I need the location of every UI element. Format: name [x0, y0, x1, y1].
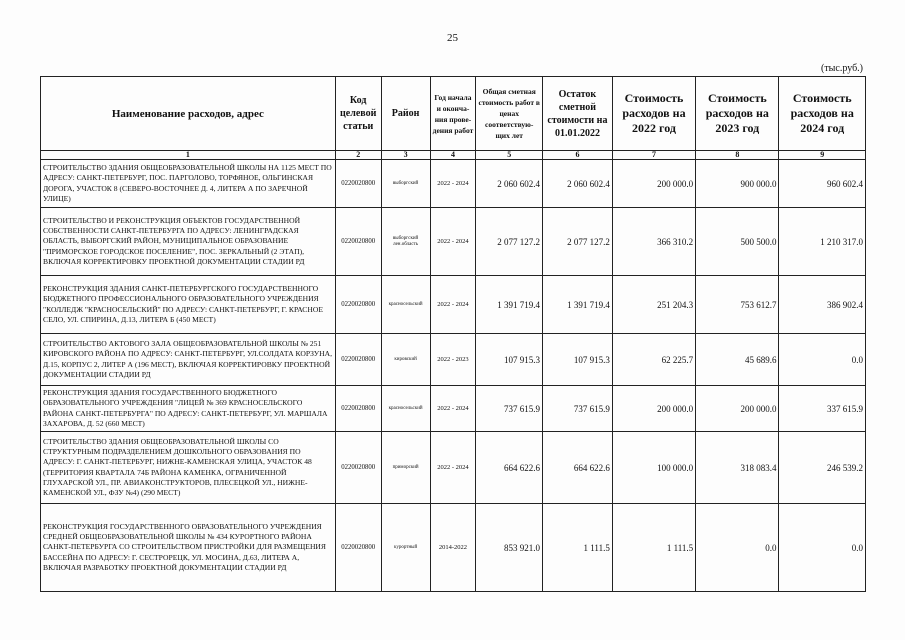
work-years: 2022 - 2024: [430, 386, 476, 432]
total-cost: 2 077 127.2: [476, 208, 543, 276]
cost-2024: 960 602.4: [779, 160, 866, 208]
table-row: [41, 160, 866, 208]
column-number: 1: [41, 151, 336, 160]
cost-2024: 386 902.4: [779, 276, 866, 334]
cost-2023: 900 000.0: [696, 160, 779, 208]
column-number: 2: [335, 151, 381, 160]
header-name: Наименование расходов, адрес: [41, 77, 336, 151]
total-cost: 737 615.9: [476, 386, 543, 432]
expense-name: СТРОИТЕЛЬСТВО АКТОВОГО ЗАЛА ОБЩЕОБРАЗОВАТЕЛЬНОЙ ШКОЛЫ № 251 КИРОВСКОГО РАЙОНА ПО АДРЕСУ: САНКТ-ПЕТЕРБУРГ, УЛ.СОЛДАТА КОРЗУНА, Д.15, КОРПУС 2, ЛИТЕР А (196 МЕСТ), ВКЛЮЧАЯ КОРРЕКТИРОВКУ ПРОЕКТНОЙ ДОКУМЕНТАЦИИ СТАДИИ РД: [41, 334, 336, 386]
total-cost: 664 622.6: [476, 432, 543, 504]
work-years: 2022 - 2024: [430, 160, 476, 208]
header-district: Район: [381, 77, 430, 151]
table-row: [41, 386, 866, 432]
cost-2024: 337 615.9: [779, 386, 866, 432]
expense-name: РЕКОНСТРУКЦИЯ ЗДАНИЯ ГОСУДАРСТВЕННОГО БЮДЖЕТНОГО ОБРАЗОВАТЕЛЬНОГО УЧРЕЖДЕНИЯ "ЛИЦЕЙ № 369 КРАСНОСЕЛЬСКОГО РАЙОНА САНКТ-ПЕТЕРБУРГА" ПО АДРЕСУ: САНКТ-ПЕТЕРБУРГ, УЛ. МАРШАЛА ЗАХАРОВА, Д. 52 (660 МЕСТ): [41, 386, 336, 432]
total-cost: 853 921.0: [476, 504, 543, 592]
table-row: [41, 432, 866, 504]
district: курортный: [381, 504, 430, 592]
remaining-cost: 1 111.5: [543, 504, 613, 592]
header-total: Общая сметная стоимость работ в ценах соответствую- щих лет: [476, 77, 543, 151]
cost-2022: 1 111.5: [612, 504, 695, 592]
header-cost-2024: Стоимость расходов на 2024 год: [779, 77, 866, 151]
work-years: 2022 - 2023: [430, 334, 476, 386]
target-code: 0220020800: [335, 208, 381, 276]
expenditure-table: [40, 76, 866, 592]
column-number: 3: [381, 151, 430, 160]
column-number: 9: [779, 151, 866, 160]
target-code: 0220020800: [335, 334, 381, 386]
table-row: [41, 208, 866, 276]
header-remaining: Остаток сметной стоимости на 01.01.2022: [543, 77, 613, 151]
cost-2022: 62 225.7: [612, 334, 695, 386]
cost-2022: 200 000.0: [612, 160, 695, 208]
remaining-cost: 107 915.3: [543, 334, 613, 386]
target-code: 0220020800: [335, 432, 381, 504]
cost-2024: 0.0: [779, 334, 866, 386]
expense-name: СТРОИТЕЛЬСТВО ЗДАНИЯ ОБЩЕОБРАЗОВАТЕЛЬНОЙ ШКОЛЫ НА 1125 МЕСТ ПО АДРЕСУ: САНКТ-ПЕТЕРБУРГ, ПОС. ПАРГОЛОВО, ТОРФЯНОЕ, ОЛЬГИНСКАЯ ДОРОГА, УЧАСТОК 8 (СЕВЕРО-ВОСТОЧНЕЕ Д. 4, ЛИТЕРА А ПО ЗАРЕЧНОЙ УЛИЦЕ): [41, 160, 336, 208]
expense-name: СТРОИТЕЛЬСТВО И РЕКОНСТРУКЦИЯ ОБЪЕКТОВ ГОСУДАРСТВЕННОЙ СОБСТВЕННОСТИ САНКТ-ПЕТЕРБУРГА ПО АДРЕСУ: ЛЕНИНГРАДСКАЯ ОБЛАСТЬ, ВЫБОРГСКИЙ РАЙОН, МУНИЦИПАЛЬНОЕ ОБРАЗОВАНИЕ "ПРИМОРСКОЕ ГОРОДСКОЕ ПОСЕЛЕНИЕ", ПОС. ЗЕРКАЛЬНЫЙ (2 ЭТАП), ВКЛЮЧАЯ КОРРЕКТИРОВКУ ПРОЕКТНОЙ ДОКУМЕНТАЦИИ СТАДИИ РД: [41, 208, 336, 276]
table-row: [41, 504, 866, 592]
cost-2022: 200 000.0: [612, 386, 695, 432]
remaining-cost: 737 615.9: [543, 386, 613, 432]
page-number: 25: [447, 32, 458, 44]
target-code: 0220020800: [335, 160, 381, 208]
work-years: 2022 - 2024: [430, 276, 476, 334]
expense-name: СТРОИТЕЛЬСТВО ЗДАНИЯ ОБЩЕОБРАЗОВАТЕЛЬНОЙ ШКОЛЫ СО СТРУКТУРНЫМ ПОДРАЗДЕЛЕНИЕМ ДОШКОЛЬНОГО ОБРАЗОВАНИЯ ПО АДРЕСУ: Г. САНКТ-ПЕТЕРБУРГ, НИЖНЕ-КАМЕНСКАЯ УЛИЦА, УЧАСТОК 48 (ТЕРРИТОРИЯ КВАРТАЛА 74Б РАЙОНА КАМЕНКА, ОГРАНИЧЕННОЙ ГЛУХАРСКОЙ УЛ., ПР. АВИАКОНСТРУКТОРОВ, ПЛЕСЕЦКОЙ УЛ., НИЖНЕ-КАМЕНСКОЙ УЛ., ФЗУ №4) (290 МЕСТ): [41, 432, 336, 504]
column-number: 5: [476, 151, 543, 160]
cost-2023: 318 083.4: [696, 432, 779, 504]
cost-2022: 251 204.3: [612, 276, 695, 334]
cost-2023: 0.0: [696, 504, 779, 592]
cost-2024: 246 539.2: [779, 432, 866, 504]
header-cost-2023: Стоимость расходов на 2023 год: [696, 77, 779, 151]
expense-name: РЕКОНСТРУКЦИЯ ГОСУДАРСТВЕННОГО ОБРАЗОВАТЕЛЬНОГО УЧРЕЖДЕНИЯ СРЕДНЕЙ ОБЩЕОБРАЗОВАТЕЛЬНОЙ ШКОЛЫ № 434 КУРОРТНОГО РАЙОНА САНКТ-ПЕТЕРБУРГА СО СТРОИТЕЛЬСТВОМ ПРИСТРОЙКИ ДЛЯ РАЗМЕЩЕНИЯ БАССЕЙНА ПО АДРЕСУ: Г. СЕСТРОРЕЦК, УЛ. МОСИНА, Д.63, ЛИТЕРА А, ВКЛЮЧАЯ РАЗРАБОТКУ ПРОЕКТНОЙ ДОКУМЕНТАЦИИ СТАДИИ РД: [41, 504, 336, 592]
work-years: 2022 - 2024: [430, 432, 476, 504]
cost-2023: 200 000.0: [696, 386, 779, 432]
header-code: Код целевой статьи: [335, 77, 381, 151]
cost-2023: 45 689.6: [696, 334, 779, 386]
district: кировский: [381, 334, 430, 386]
cost-2024: 0.0: [779, 504, 866, 592]
target-code: 0220020800: [335, 276, 381, 334]
cost-2023: 500 500.0: [696, 208, 779, 276]
units-label: (тыс.руб.): [820, 63, 863, 74]
district: красносельский: [381, 276, 430, 334]
remaining-cost: 1 391 719.4: [543, 276, 613, 334]
total-cost: 107 915.3: [476, 334, 543, 386]
cost-2022: 366 310.2: [612, 208, 695, 276]
header-cost-2022: Стоимость расходов на 2022 год: [612, 77, 695, 151]
remaining-cost: 2 060 602.4: [543, 160, 613, 208]
target-code: 0220020800: [335, 386, 381, 432]
header-row: [41, 77, 866, 151]
expense-name: РЕКОНСТРУКЦИЯ ЗДАНИЯ САНКТ-ПЕТЕРБУРГСКОГО ГОСУДАРСТВЕННОГО БЮДЖЕТНОГО ПРОФЕССИОНАЛЬНОГО ОБРАЗОВАТЕЛЬНОГО УЧРЕЖДЕНИЯ "КОЛЛЕДЖ "КРАСНОСЕЛЬСКИЙ" ПО АДРЕСУ: САНКТ-ПЕТЕРБУРГ, Г. КРАСНОЕ СЕЛО, УЛ. СПИРИНА, Д.13, ЛИТЕРА Б (450 МЕСТ): [41, 276, 336, 334]
column-number: 7: [612, 151, 695, 160]
total-cost: 2 060 602.4: [476, 160, 543, 208]
cost-2023: 753 612.7: [696, 276, 779, 334]
table-row: [41, 276, 866, 334]
header-years: Год начала и оконча- ния прове- дения работ: [430, 77, 476, 151]
column-number-row: [41, 151, 866, 160]
column-number: 4: [430, 151, 476, 160]
table-row: [41, 334, 866, 386]
district: красносельский: [381, 386, 430, 432]
target-code: 0220020800: [335, 504, 381, 592]
cost-2022: 100 000.0: [612, 432, 695, 504]
column-number: 8: [696, 151, 779, 160]
column-number: 6: [543, 151, 613, 160]
total-cost: 1 391 719.4: [476, 276, 543, 334]
work-years: 2014-2022: [430, 504, 476, 592]
work-years: 2022 - 2024: [430, 208, 476, 276]
remaining-cost: 664 622.6: [543, 432, 613, 504]
district: выборгский: [381, 160, 430, 208]
remaining-cost: 2 077 127.2: [543, 208, 613, 276]
district: приморский: [381, 432, 430, 504]
cost-2024: 1 210 317.0: [779, 208, 866, 276]
district: выборгский лен.область: [381, 208, 430, 276]
